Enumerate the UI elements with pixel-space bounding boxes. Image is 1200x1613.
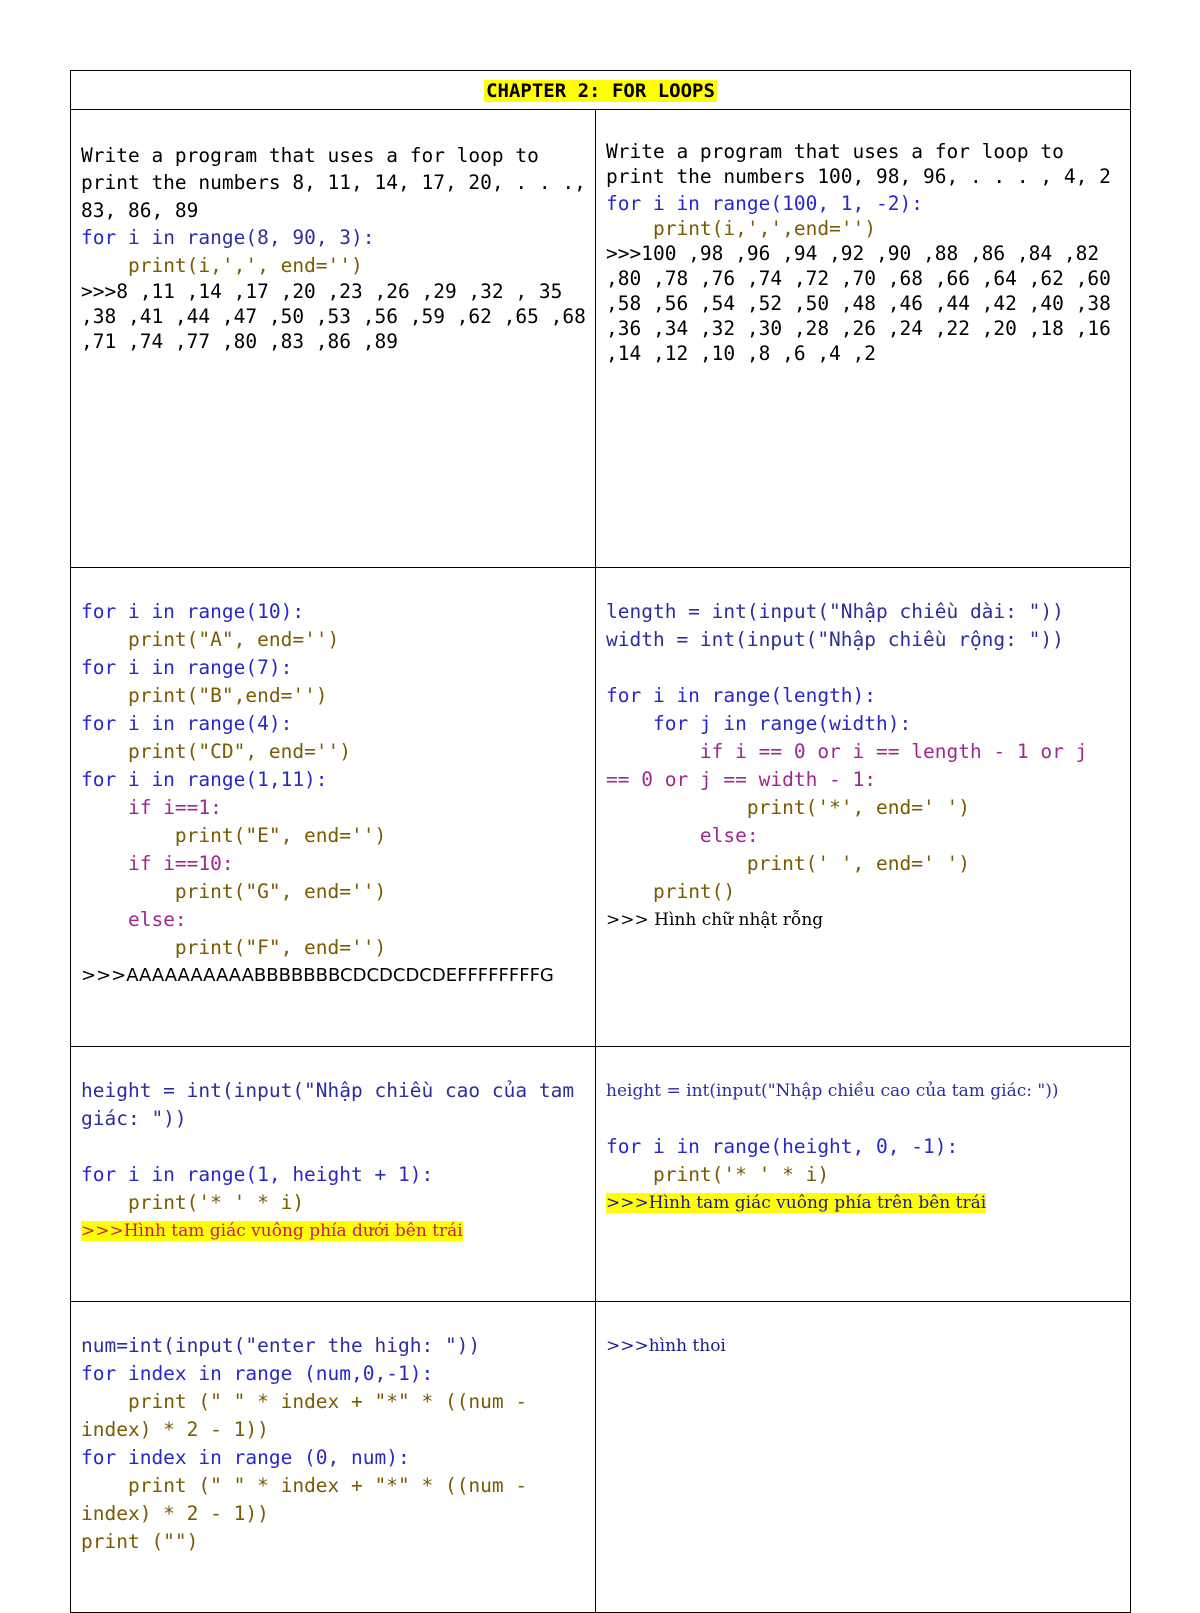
- code-line: for index in range (0, num):: [81, 1446, 410, 1469]
- exercise-1-output: >>>8 ,11 ,14 ,17 ,20 ,23 ,26 ,29 ,32 , 35 ,38 ,41 ,44 ,47 ,50 ,53 ,56 ,59 ,62 ,65 ,68 ,71 ,74 ,77 ,80 ,83 ,86 ,89: [81, 280, 598, 353]
- code-line: print("A", end=''): [81, 628, 340, 651]
- code-line: length = int(input("Nhập chiều dài: ")): [606, 600, 1064, 623]
- exercise-5-output: >>>Hình tam giác vuông phía dưới bên trái: [81, 1221, 463, 1241]
- code-line: height = int(input("Nhập chiều cao của tam giác: ")): [606, 1081, 1059, 1101]
- exercise-2-code-print: print(i,',',end=''): [606, 217, 877, 240]
- code-line: print (" " * index + "*" * ((num - index) * 2 - 1)): [81, 1474, 539, 1525]
- code-line: if i==1:: [81, 796, 222, 819]
- exercise-4: [596, 568, 1131, 1047]
- exercise-3: [71, 568, 596, 1047]
- exercise-5: [71, 1047, 596, 1302]
- title-row: [71, 71, 1131, 110]
- code-line: print('* ' * i): [81, 1191, 305, 1214]
- code-line: print(' ', end=' '): [606, 852, 970, 875]
- code-line: for j in range(width):: [606, 712, 912, 735]
- worksheet: [70, 70, 1130, 1553]
- code-line: print('*', end=' '): [606, 796, 970, 819]
- exercise-2: [596, 110, 1131, 568]
- code-line: print("G", end=''): [81, 880, 387, 903]
- code-line: for i in range(10):: [81, 600, 305, 623]
- code-line: print("CD", end=''): [81, 740, 352, 763]
- code-line: print('* ' * i): [606, 1163, 830, 1186]
- code-line: print(): [606, 880, 736, 903]
- exercise-table: [70, 70, 1131, 1613]
- code-line: for i in range(height, 0, -1):: [606, 1135, 959, 1158]
- exercise-8-output: >>>hình thoi: [606, 1336, 726, 1356]
- code-line: print("E", end=''): [81, 824, 387, 847]
- code-line: num=int(input("enter the high: ")): [81, 1334, 481, 1357]
- exercise-1: [71, 110, 596, 568]
- exercise-6: [596, 1047, 1131, 1302]
- code-line: print("B",end=''): [81, 684, 328, 707]
- code-line: else:: [81, 908, 187, 931]
- code-line: for i in range(7):: [81, 656, 293, 679]
- code-line: if i==10:: [81, 852, 234, 875]
- exercise-6-output: >>>Hình tam giác vuông phía trên bên trái: [606, 1193, 987, 1213]
- exercise-8: [596, 1302, 1131, 1613]
- exercise-1-code-print: print(i,',', end=''): [81, 253, 363, 277]
- code-line: for i in range(1,11):: [81, 768, 328, 791]
- exercise-2-prompt: Write a program that uses a for loop to print the numbers 100, 98, 96, . . . , 4, 2: [606, 140, 1111, 188]
- exercise-3-output: >>>AAAAAAAAAABBBBBBBCDCDCDCDEFFFFFFFFG: [81, 965, 554, 986]
- exercise-4-output: >>> Hình chữ nhật rỗng: [606, 910, 824, 930]
- code-line: for index in range (num,0,-1):: [81, 1362, 434, 1385]
- code-line: if i == 0 or i == length - 1 or j == 0 or j == width - 1:: [606, 740, 1100, 791]
- exercise-1-code-for: for i in range(8, 90, 3):: [81, 226, 375, 249]
- code-line: print("F", end=''): [81, 936, 387, 959]
- code-line: height = int(input("Nhập chiều cao của tam giác: ")): [81, 1079, 586, 1130]
- exercise-7: [71, 1302, 596, 1613]
- code-line: print (""): [81, 1530, 199, 1553]
- exercise-1-prompt: Write a program that uses a for loop to print the numbers 8, 11, 14, 17, 20, . . ., 83, 86, 89: [81, 143, 598, 222]
- exercise-2-output: >>>100 ,98 ,96 ,94 ,92 ,90 ,88 ,86 ,84 ,82 ,80 ,78 ,76 ,74 ,72 ,70 ,68 ,66 ,64 ,62 ,60 ,58 ,56 ,54 ,52 ,50 ,48 ,46 ,44 ,42 ,40 ,38 ,36 ,34 ,32 ,30 ,28 ,26 ,24 ,22 ,20 ,18 ,16 ,14 ,12 ,10 ,8 ,6 ,4 ,2: [606, 242, 1123, 365]
- code-line: for i in range(4):: [81, 712, 293, 735]
- code-line: for i in range(1, height + 1):: [81, 1163, 434, 1186]
- exercise-2-code-for: for i in range(100, 1, -2):: [606, 192, 923, 215]
- code-line: else:: [606, 824, 759, 847]
- code-line: for i in range(length):: [606, 684, 877, 707]
- code-line: print (" " * index + "*" * ((num - index) * 2 - 1)): [81, 1390, 539, 1441]
- code-line: width = int(input("Nhập chiều rộng: ")): [606, 628, 1064, 651]
- chapter-title: CHAPTER 2: FOR LOOPS: [486, 80, 715, 102]
